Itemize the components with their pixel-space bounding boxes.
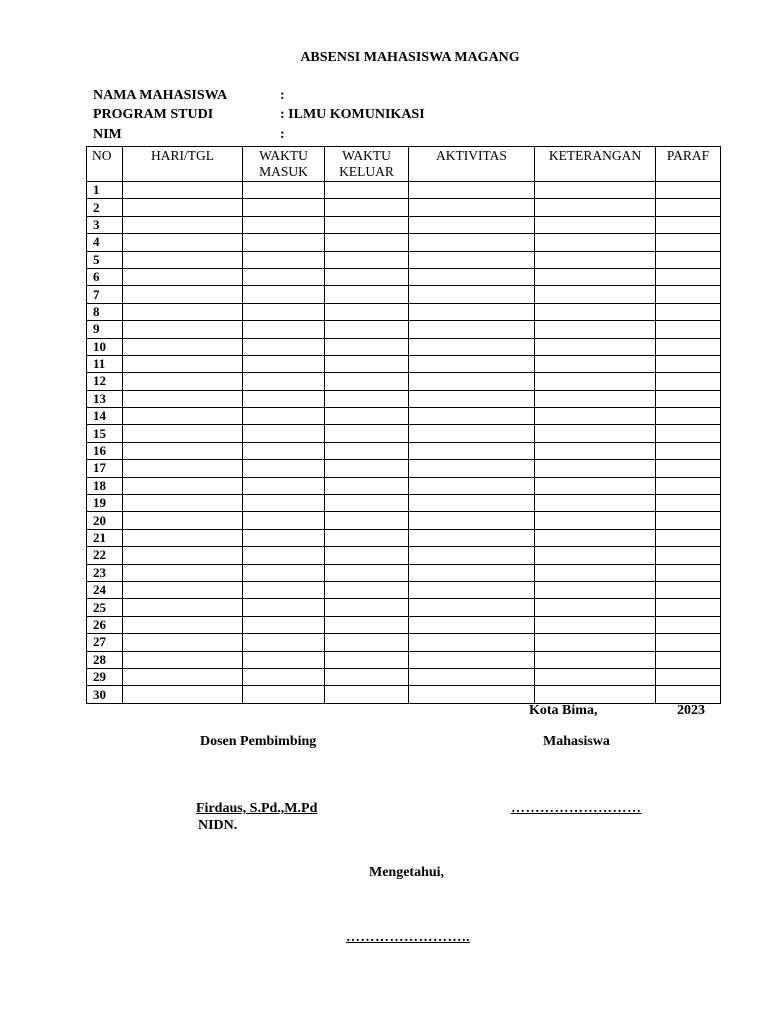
table-row (87, 460, 721, 477)
paraf-cell (656, 564, 721, 581)
row-number: 22 (87, 547, 123, 564)
hari-tgl-cell (123, 216, 243, 233)
hari-tgl-cell (123, 512, 243, 529)
row-number: 9 (87, 321, 123, 338)
aktivitas-cell (409, 268, 535, 285)
paraf-cell (656, 477, 721, 494)
hari-tgl-cell (123, 477, 243, 494)
waktu-keluar-cell (325, 616, 409, 633)
row-number: 7 (87, 286, 123, 303)
header-no: NO (87, 147, 123, 182)
row-number: 16 (87, 442, 123, 459)
hari-tgl-cell (123, 564, 243, 581)
keterangan-cell (535, 234, 656, 251)
hari-tgl-cell (123, 495, 243, 512)
hari-tgl-cell (123, 425, 243, 442)
nidn-label: NIDN. (198, 818, 238, 833)
keterangan-cell (535, 651, 656, 668)
table-row (87, 234, 721, 251)
keterangan-cell (535, 616, 656, 633)
header-waktu-keluar-line2: KELUAR (339, 164, 394, 179)
paraf-cell (656, 216, 721, 233)
hari-tgl-cell (123, 355, 243, 372)
keterangan-cell (535, 338, 656, 355)
keterangan-cell (535, 303, 656, 320)
row-number: 1 (87, 182, 123, 199)
table-row (87, 303, 721, 320)
waktu-masuk-cell (243, 477, 325, 494)
paraf-cell (656, 529, 721, 546)
attendance-table (86, 146, 721, 704)
aktivitas-cell (409, 390, 535, 407)
row-number: 8 (87, 303, 123, 320)
hari-tgl-cell (123, 529, 243, 546)
aktivitas-cell (409, 512, 535, 529)
waktu-keluar-cell (325, 634, 409, 651)
waktu-keluar-cell (325, 460, 409, 477)
waktu-masuk-cell (243, 425, 325, 442)
paraf-cell (656, 182, 721, 199)
paraf-cell (656, 303, 721, 320)
keterangan-cell (535, 634, 656, 651)
waktu-keluar-cell (325, 686, 409, 703)
waktu-keluar-cell (325, 234, 409, 251)
table-row (87, 564, 721, 581)
aktivitas-cell (409, 216, 535, 233)
row-number: 12 (87, 373, 123, 390)
hari-tgl-cell (123, 599, 243, 616)
hari-tgl-cell (123, 199, 243, 216)
keterangan-cell (535, 286, 656, 303)
waktu-keluar-cell (325, 268, 409, 285)
aktivitas-cell (409, 373, 535, 390)
aktivitas-cell (409, 199, 535, 216)
table-header-row (87, 147, 721, 182)
keterangan-cell (535, 460, 656, 477)
waktu-masuk-cell (243, 668, 325, 685)
keterangan-cell (535, 599, 656, 616)
waktu-masuk-cell (243, 251, 325, 268)
aktivitas-cell (409, 668, 535, 685)
row-number: 23 (87, 564, 123, 581)
mahasiswa-label: Mahasiswa (543, 734, 610, 749)
paraf-cell (656, 651, 721, 668)
row-number: 28 (87, 651, 123, 668)
waktu-keluar-cell (325, 390, 409, 407)
paraf-cell (656, 634, 721, 651)
waktu-keluar-cell (325, 599, 409, 616)
hari-tgl-cell (123, 442, 243, 459)
table-row (87, 442, 721, 459)
header-waktu-masuk (243, 147, 325, 182)
aktivitas-cell (409, 408, 535, 425)
waktu-keluar-cell (325, 286, 409, 303)
keterangan-cell (535, 547, 656, 564)
paraf-cell (656, 668, 721, 685)
waktu-keluar-cell (325, 303, 409, 320)
hari-tgl-cell (123, 651, 243, 668)
row-number: 29 (87, 668, 123, 685)
paraf-cell (656, 286, 721, 303)
aktivitas-cell (409, 321, 535, 338)
dosen-pembimbing-label: Dosen Pembimbing (200, 734, 317, 749)
hari-tgl-cell (123, 182, 243, 199)
keterangan-cell (535, 495, 656, 512)
table-row (87, 216, 721, 233)
table-row (87, 338, 721, 355)
waktu-keluar-cell (325, 564, 409, 581)
nama-value: : (280, 88, 285, 103)
paraf-cell (656, 599, 721, 616)
waktu-masuk-cell (243, 373, 325, 390)
waktu-masuk-cell (243, 495, 325, 512)
keterangan-cell (535, 199, 656, 216)
keterangan-cell (535, 512, 656, 529)
waktu-keluar-cell (325, 321, 409, 338)
waktu-keluar-cell (325, 668, 409, 685)
waktu-masuk-cell (243, 651, 325, 668)
waktu-keluar-cell (325, 651, 409, 668)
waktu-masuk-cell (243, 268, 325, 285)
waktu-masuk-cell (243, 182, 325, 199)
paraf-cell (656, 321, 721, 338)
waktu-masuk-cell (243, 616, 325, 633)
keterangan-cell (535, 373, 656, 390)
waktu-keluar-cell (325, 251, 409, 268)
hari-tgl-cell (123, 286, 243, 303)
paraf-cell (656, 373, 721, 390)
keterangan-cell (535, 564, 656, 581)
waktu-masuk-cell (243, 581, 325, 598)
keterangan-cell (535, 321, 656, 338)
row-number: 20 (87, 512, 123, 529)
waktu-keluar-cell (325, 338, 409, 355)
paraf-cell (656, 616, 721, 633)
aktivitas-cell (409, 234, 535, 251)
paraf-cell (656, 460, 721, 477)
aktivitas-cell (409, 251, 535, 268)
hari-tgl-cell (123, 616, 243, 633)
row-number: 10 (87, 338, 123, 355)
waktu-keluar-cell (325, 182, 409, 199)
hari-tgl-cell (123, 321, 243, 338)
waktu-keluar-cell (325, 477, 409, 494)
table-row (87, 355, 721, 372)
hari-tgl-cell (123, 234, 243, 251)
row-number: 2 (87, 199, 123, 216)
row-number: 24 (87, 581, 123, 598)
aktivitas-cell (409, 495, 535, 512)
row-number: 11 (87, 355, 123, 372)
hari-tgl-cell (123, 408, 243, 425)
mengetahui-label: Mengetahui, (369, 865, 445, 880)
hari-tgl-cell (123, 251, 243, 268)
waktu-masuk-cell (243, 686, 325, 703)
aktivitas-cell (409, 634, 535, 651)
paraf-cell (656, 425, 721, 442)
waktu-keluar-cell (325, 373, 409, 390)
table-row (87, 373, 721, 390)
waktu-keluar-cell (325, 442, 409, 459)
keterangan-cell (535, 668, 656, 685)
row-number: 5 (87, 251, 123, 268)
aktivitas-cell (409, 581, 535, 598)
table-row (87, 634, 721, 651)
row-number: 26 (87, 616, 123, 633)
aktivitas-cell (409, 425, 535, 442)
mahasiswa-signature-line: ……………………… (511, 801, 642, 816)
row-number: 27 (87, 634, 123, 651)
prodi-value: : ILMU KOMUNIKASI (280, 107, 425, 122)
table-row (87, 199, 721, 216)
aktivitas-cell (409, 303, 535, 320)
row-number: 21 (87, 529, 123, 546)
keterangan-cell (535, 425, 656, 442)
waktu-masuk-cell (243, 512, 325, 529)
waktu-masuk-cell (243, 390, 325, 407)
hari-tgl-cell (123, 668, 243, 685)
table-row (87, 477, 721, 494)
paraf-cell (656, 338, 721, 355)
header-hari-tgl: HARI/TGL (123, 147, 243, 182)
nim-label: NIM (93, 127, 122, 142)
aktivitas-cell (409, 616, 535, 633)
hari-tgl-cell (123, 686, 243, 703)
paraf-cell (656, 581, 721, 598)
dosen-name: Firdaus, S.Pd.,M.Pd (196, 801, 318, 816)
paraf-cell (656, 251, 721, 268)
table-row (87, 286, 721, 303)
row-number: 30 (87, 686, 123, 703)
approver-signature-line: …………………….. (346, 930, 470, 945)
nim-value: : (280, 127, 285, 142)
table-row (87, 651, 721, 668)
waktu-masuk-cell (243, 547, 325, 564)
aktivitas-cell (409, 547, 535, 564)
paraf-cell (656, 495, 721, 512)
aktivitas-cell (409, 477, 535, 494)
keterangan-cell (535, 442, 656, 459)
document-title: ABSENSI MAHASISWA MAGANG (300, 50, 520, 65)
waktu-masuk-cell (243, 599, 325, 616)
hari-tgl-cell (123, 373, 243, 390)
row-number: 3 (87, 216, 123, 233)
paraf-cell (656, 408, 721, 425)
aktivitas-cell (409, 599, 535, 616)
waktu-masuk-cell (243, 286, 325, 303)
signature-place: Kota Bima, (529, 703, 598, 718)
table-row (87, 251, 721, 268)
header-keterangan: KETERANGAN (535, 147, 656, 182)
header-waktu-masuk-line2: MASUK (259, 164, 308, 179)
keterangan-cell (535, 408, 656, 425)
paraf-cell (656, 390, 721, 407)
aktivitas-cell (409, 686, 535, 703)
table-row (87, 547, 721, 564)
header-waktu-masuk-line1: WAKTU (259, 148, 308, 163)
waktu-keluar-cell (325, 529, 409, 546)
waktu-masuk-cell (243, 634, 325, 651)
table-row (87, 616, 721, 633)
row-number: 13 (87, 390, 123, 407)
waktu-masuk-cell (243, 303, 325, 320)
table-row (87, 512, 721, 529)
paraf-cell (656, 355, 721, 372)
aktivitas-cell (409, 355, 535, 372)
hari-tgl-cell (123, 338, 243, 355)
aktivitas-cell (409, 651, 535, 668)
keterangan-cell (535, 268, 656, 285)
waktu-masuk-cell (243, 355, 325, 372)
row-number: 15 (87, 425, 123, 442)
paraf-cell (656, 547, 721, 564)
aktivitas-cell (409, 286, 535, 303)
row-number: 4 (87, 234, 123, 251)
table-row (87, 668, 721, 685)
waktu-keluar-cell (325, 199, 409, 216)
hari-tgl-cell (123, 547, 243, 564)
waktu-masuk-cell (243, 199, 325, 216)
keterangan-cell (535, 529, 656, 546)
aktivitas-cell (409, 442, 535, 459)
waktu-keluar-cell (325, 581, 409, 598)
paraf-cell (656, 686, 721, 703)
prodi-label: PROGRAM STUDI (93, 107, 214, 122)
waktu-masuk-cell (243, 408, 325, 425)
table-body (87, 182, 721, 704)
keterangan-cell (535, 477, 656, 494)
header-paraf: PARAF (656, 147, 721, 182)
waktu-keluar-cell (325, 425, 409, 442)
row-number: 18 (87, 477, 123, 494)
paraf-cell (656, 442, 721, 459)
row-number: 6 (87, 268, 123, 285)
aktivitas-cell (409, 564, 535, 581)
header-waktu-keluar-line1: WAKTU (342, 148, 391, 163)
waktu-masuk-cell (243, 338, 325, 355)
table-row (87, 268, 721, 285)
keterangan-cell (535, 182, 656, 199)
table-row (87, 425, 721, 442)
paraf-cell (656, 199, 721, 216)
keterangan-cell (535, 216, 656, 233)
waktu-masuk-cell (243, 321, 325, 338)
waktu-keluar-cell (325, 216, 409, 233)
row-number: 17 (87, 460, 123, 477)
paraf-cell (656, 234, 721, 251)
paraf-cell (656, 512, 721, 529)
aktivitas-cell (409, 182, 535, 199)
keterangan-cell (535, 355, 656, 372)
waktu-keluar-cell (325, 355, 409, 372)
waktu-keluar-cell (325, 495, 409, 512)
keterangan-cell (535, 581, 656, 598)
table-row (87, 390, 721, 407)
table-row (87, 686, 721, 703)
waktu-masuk-cell (243, 442, 325, 459)
signature-year: 2023 (677, 703, 705, 718)
hari-tgl-cell (123, 268, 243, 285)
waktu-masuk-cell (243, 216, 325, 233)
header-waktu-keluar (325, 147, 409, 182)
row-number: 19 (87, 495, 123, 512)
table-row (87, 182, 721, 199)
hari-tgl-cell (123, 460, 243, 477)
waktu-masuk-cell (243, 234, 325, 251)
paraf-cell (656, 268, 721, 285)
waktu-keluar-cell (325, 512, 409, 529)
table-row (87, 581, 721, 598)
waktu-masuk-cell (243, 564, 325, 581)
table-row (87, 599, 721, 616)
hari-tgl-cell (123, 390, 243, 407)
row-number: 14 (87, 408, 123, 425)
waktu-masuk-cell (243, 460, 325, 477)
waktu-keluar-cell (325, 547, 409, 564)
row-number: 25 (87, 599, 123, 616)
keterangan-cell (535, 251, 656, 268)
aktivitas-cell (409, 460, 535, 477)
aktivitas-cell (409, 338, 535, 355)
table-row (87, 495, 721, 512)
hari-tgl-cell (123, 303, 243, 320)
table-row (87, 321, 721, 338)
table-row (87, 529, 721, 546)
table-row (87, 408, 721, 425)
nama-label: NAMA MAHASISWA (93, 88, 228, 103)
waktu-keluar-cell (325, 408, 409, 425)
waktu-masuk-cell (243, 529, 325, 546)
keterangan-cell (535, 686, 656, 703)
hari-tgl-cell (123, 634, 243, 651)
header-aktivitas: AKTIVITAS (409, 147, 535, 182)
keterangan-cell (535, 390, 656, 407)
aktivitas-cell (409, 529, 535, 546)
hari-tgl-cell (123, 581, 243, 598)
